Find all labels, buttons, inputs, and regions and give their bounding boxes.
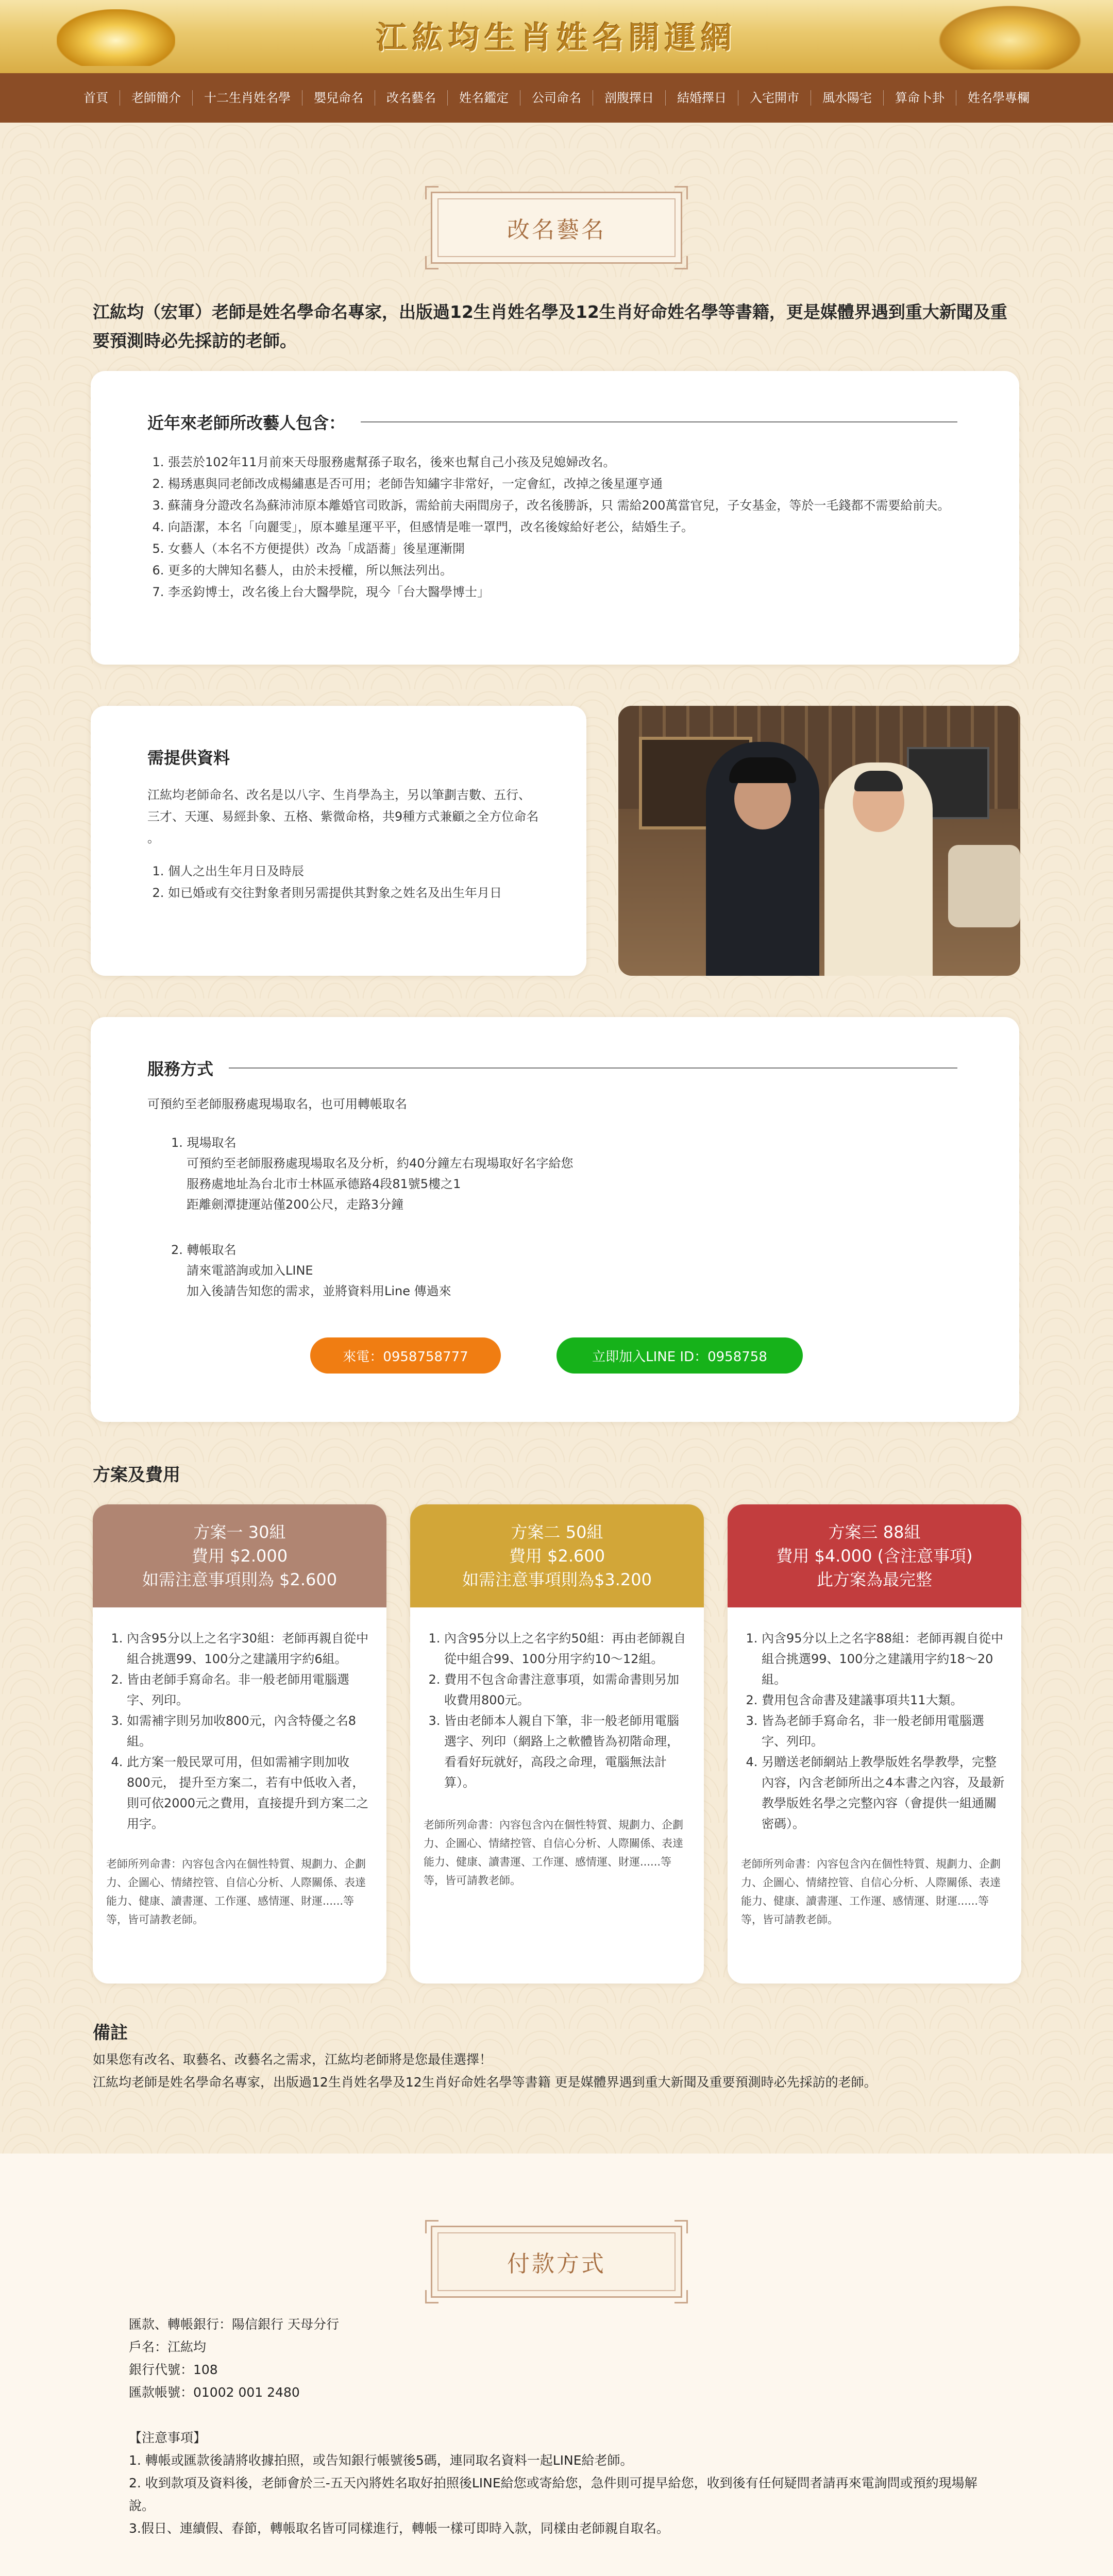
- plans-title: 方案及費用: [93, 1465, 180, 1485]
- note-line: 3.假日、連續假、春節，轉帳取名皆可同樣進行，轉帳一樣可即時入款，同樣由老師親自取名。: [129, 2521, 669, 2536]
- onsite-line: 距離劍潭捷運站僅200公尺，走路3分鐘: [187, 1197, 404, 1212]
- note-line: 1. 轉帳或匯款後請將收據拍照，或告知銀行帳號後5碼，連同取名資料一起LINE給老師。: [129, 2453, 633, 2468]
- plan-card-3: [728, 1504, 1021, 1984]
- onsite-title: 現場取名: [187, 1136, 237, 1150]
- list-item: 6. 更多的大牌知名藝人，由於未授權，所以無法列出。: [168, 560, 957, 581]
- payment-line: 匯款、轉帳銀行：陽信銀行 天母分行: [129, 2317, 339, 2332]
- nav-item-fortune[interactable]: 算命卜卦: [884, 90, 956, 106]
- list-item: 3. 如需補字則另加收800元，內含特優之名8組。: [127, 1710, 371, 1752]
- list-item: 2. 如已婚或有交往對象者則另需提供其對象之姓名及出生年月日: [168, 882, 540, 904]
- teacher-photo: [618, 706, 1020, 976]
- plan-header: 方案三 88組 費用 $4.000 (含注意事項) 此方案為最完整: [728, 1504, 1021, 1607]
- payment-line: 銀行代號：108: [129, 2362, 218, 2377]
- celebrities-card: [91, 371, 1019, 665]
- intro-text: 江紘均（宏軍）老師是姓名學命名專家，出版過12生肖姓名學及12生肖好命姓名學等書籍，更是媒體界遇到重大新聞及重要預測時必先採訪的老師。: [93, 302, 1007, 351]
- payment-line: 匯款帳號：01002 001 2480: [129, 2385, 300, 2400]
- list-item: 4. 此方案一般民眾可用，但如需補字則加收800元， 提升至方案二，若有中低收入者，則可依2000元之費用，直接提升到方案二之用字。: [127, 1752, 371, 1834]
- transfer-section: 2. 轉帳取名 請來電諮詢或加入LINE 加入後請告知您的需求，並將資料用Line 傳過來: [171, 1240, 957, 1301]
- list-item: 2. 費用不包含命書注意事項，如需命書則另加收費用800元。: [444, 1669, 688, 1710]
- plan-header: 方案一 30組 費用 $2.000 如需注意事項則為 $2.600: [93, 1504, 386, 1607]
- nav-item-rename[interactable]: 改名藝名: [375, 90, 448, 106]
- main-content: [0, 123, 1113, 2154]
- call-button[interactable]: 來電：0958758777: [310, 1337, 501, 1374]
- transfer-title: 轉帳取名: [187, 1243, 237, 1257]
- remarks-line: 江紘均老師是姓名學命名專家，出版過12生肖姓名學及12生肖好命姓名學等書籍 更是媒體界遇到重大新聞及重要預測時必先採訪的老師。: [93, 2075, 877, 2090]
- plan-card-2: [410, 1504, 704, 1984]
- notes-title: 【注意事項】: [129, 2430, 207, 2445]
- list-item: 4. 另贈送老師網站上教學版姓名學教學，完整內容，內含老師所出之4本書之內容，及最新教學版姓名學之完整內容（會提供一組通關密碼）。: [762, 1752, 1006, 1834]
- onsite-section: 1. 現場取名 可預約至老師服務處現場取名及分析，約40分鐘左右現場取好名字給您 服務處地址為台北市士林區承德路4段81號5樓之1 距離劍潭捷運站僅200公尺，走路3分鐘: [171, 1132, 957, 1215]
- list-item: 2. 楊琇惠與同老師改成楊繡惠是否可用；老師告知繡字非常好，一定會紅，改掉之後星運亨通: [168, 473, 957, 495]
- onsite-line: 服務處地址為台北市士林區承德路4段81號5樓之1: [187, 1177, 461, 1191]
- note-line: 2. 收到款項及資料後，老師會於三-五天內將姓名取好拍照後LINE給您或寄給您，急件則可提早給您，收到後有任何疑問者請再來電詢問或預約現場解說。: [129, 2476, 977, 2513]
- nav-item-teacher[interactable]: 老師簡介: [120, 90, 193, 106]
- celebrities-list: [147, 451, 957, 603]
- celebrities-heading: 近年來老師所改藝人包含：: [147, 410, 957, 434]
- main-nav: [0, 73, 1113, 123]
- required-info-description: 江紘均老師命名、改名是以八字、生肖學為主，另以筆劃吉數、五行、三才、天運、易經卦象、五格、紫微命格，共9種方式兼顧之全方位命名 。: [147, 788, 539, 845]
- list-item: 3. 皆為老師手寫命名，非一般老師用電腦選字、列印。: [762, 1710, 1006, 1752]
- section-title-frame: [431, 192, 682, 264]
- payment-title: 付款方式: [507, 2251, 606, 2277]
- list-item: 1. 個人之出生年月日及時辰: [168, 860, 540, 882]
- payment-details: [129, 2313, 984, 2540]
- nav-item-company-naming[interactable]: 公司命名: [520, 90, 593, 106]
- nav-item-csection-date[interactable]: 剖腹擇日: [593, 90, 666, 106]
- list-item: 1. 內含95分以上之名字30組：老師再親自從中組合挑選99、100分之建議用字約6組。: [127, 1628, 371, 1669]
- payment-title-frame: [431, 2226, 682, 2298]
- nav-item-wedding-date[interactable]: 結婚擇日: [666, 90, 738, 106]
- list-item: 1. 張芸於102年11月前來天母服務處幫孫子取名，後來也幫自己小孩及兒媳婦改名。: [168, 451, 957, 473]
- service-card: [91, 1017, 1019, 1422]
- onsite-line: 可預約至老師服務處現場取名及分析，約40分鐘左右現場取好名字給您: [187, 1156, 574, 1171]
- list-item: 1. 內含95分以上之名字88組：老師再親自從中組合挑選99、100分之建議用字約18～20組。: [762, 1628, 1006, 1690]
- site-title[interactable]: 江紘均生肖姓名開運網: [376, 20, 737, 56]
- list-item: 1. 內含95分以上之名字約50組：再由老師親自從中組合99、100分用字約10～12組。: [444, 1628, 688, 1669]
- remarks-text: [93, 2048, 1031, 2094]
- nav-item-name-analysis[interactable]: 姓名鑑定: [448, 90, 520, 106]
- nav-item-baby-naming[interactable]: 嬰兒命名: [302, 90, 375, 106]
- nav-item-fengshui[interactable]: 風水陽宅: [811, 90, 884, 106]
- list-item: 2. 皆由老師手寫命名。非一般老師用電腦選字、列印。: [127, 1669, 371, 1710]
- payment-line: 戶名：江紘均: [129, 2340, 207, 2354]
- list-item: 2. 費用包含命書及建議事項共11大類。: [762, 1690, 1006, 1710]
- list-item: 3. 皆由老師本人親自下筆，非一般老師用電腦選字、列印（網路上之軟體皆為初階命理，看看好玩就好，高段之命理，電腦無法計算）。: [444, 1710, 688, 1793]
- transfer-line: 請來電諮詢或加入LINE: [187, 1263, 313, 1278]
- service-heading: 服務方式: [147, 1056, 957, 1080]
- required-info-list: [147, 860, 540, 904]
- nav-item-home[interactable]: 首頁: [72, 90, 120, 106]
- plan-note: 老師所列命書：內容包含內在個性特質、規劃力、企劃力、企圖心、情緒控管、自信心分析、人際關係、表達能力、健康、讀書運、工作運、感情運、財運......等等，皆可請教老師。: [106, 1858, 366, 1926]
- plan-note: 老師所列命書：內容包含內在個性特質、規劃力、企劃力、企圖心、情緒控管、自信心分析、人際關係、表達能力、健康、讀書運、工作運、感情運、財運......等等，皆可請教老師。: [741, 1858, 1001, 1926]
- nav-item-column[interactable]: 姓名學專欄: [968, 91, 1030, 105]
- list-item: 5. 女藝人（本名不方便提供）改為「成語蕎」後星運漸開: [168, 538, 957, 560]
- required-info-card: [91, 706, 586, 976]
- list-item: 3. 蘇蒲身分證改名為蘇沛沛原本離婚官司敗訴，需給前夫兩間房子，改名後勝訴，只 需給200萬當官兒，子女基金，等於一毛錢都不需要給前夫。: [168, 495, 957, 516]
- remarks-line: 如果您有改名、取藝名、改藝名之需求，江紘均老師將是您最佳選擇！: [93, 2052, 493, 2067]
- plan-list: [741, 1628, 1006, 1834]
- required-info-heading: 需提供資料: [147, 748, 230, 768]
- remarks-title: 備註: [93, 2023, 128, 2043]
- service-intro: 可預約至老師服務處現場取名，也可用轉帳取名: [147, 1097, 407, 1111]
- site-header: [0, 0, 1113, 73]
- line-button[interactable]: 立即加入LINE ID：0958758: [556, 1337, 803, 1374]
- nav-item-zodiac-names[interactable]: 十二生肖姓名學: [193, 90, 302, 106]
- plan-list: [106, 1628, 371, 1834]
- list-item: 7. 李丞鈞博士，改名後上台大醫學院，現今「台大醫學博士」: [168, 581, 957, 603]
- plan-note: 老師所列命書：內容包含內在個性特質、規劃力、企劃力、企圖心、情緒控管、自信心分析、人際關係、表達能力、健康、讀書運、工作運、感情運、財運......等等，皆可請教老師。: [424, 1819, 683, 1887]
- transfer-line: 加入後請告知您的需求，並將資料用Line 傳過來: [187, 1284, 451, 1298]
- plan-list: [424, 1628, 688, 1793]
- section-title: 改名藝名: [507, 217, 606, 243]
- list-item: 4. 向語潔，本名「向麗雯」，原本雖星運平平，但感情是唯一罩門，改名後嫁給好老公，結婚生子。: [168, 516, 957, 538]
- plan-header: 方案二 50組 費用 $2.600 如需注意事項則為$3.200: [410, 1504, 704, 1607]
- payment-section: [0, 2154, 1113, 2576]
- plan-card-1: [93, 1504, 386, 1984]
- nav-item-move-in[interactable]: 入宅開市: [738, 90, 811, 106]
